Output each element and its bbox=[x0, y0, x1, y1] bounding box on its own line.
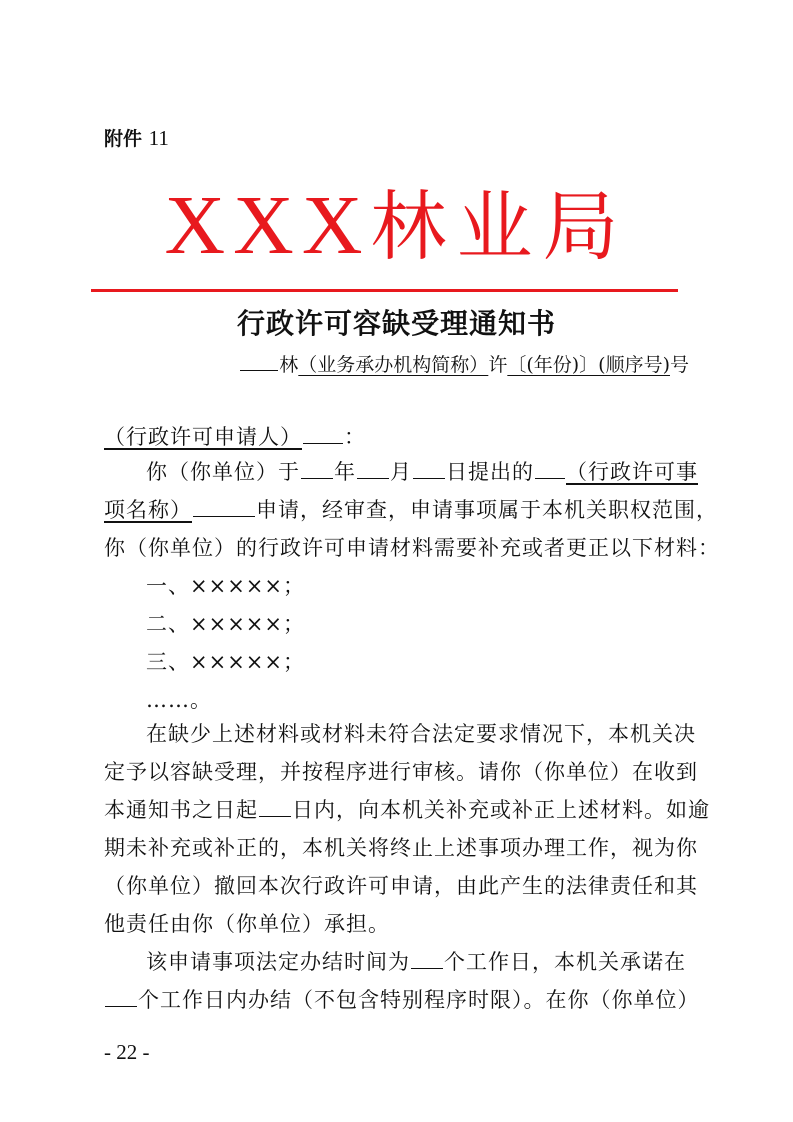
month-blank bbox=[357, 457, 389, 479]
year-label: 年 bbox=[334, 460, 356, 484]
item-name-blank bbox=[193, 495, 255, 517]
p1-text-a: 你（你单位）于 bbox=[146, 460, 300, 484]
attachment-number: 11 bbox=[148, 126, 169, 150]
doc-number-blank bbox=[240, 351, 278, 371]
addressee-blank bbox=[303, 422, 343, 444]
doc-number-suffix: 号 bbox=[669, 354, 689, 376]
body-line-2 bbox=[104, 494, 718, 524]
statutory-text-a: 该申请事项法定办结时间为 bbox=[146, 950, 410, 974]
deadline-text-a: 本通知书之日起 bbox=[104, 798, 258, 822]
day-blank bbox=[413, 457, 445, 479]
list-item: ……。 bbox=[146, 688, 212, 712]
addressee-colon: ： bbox=[344, 425, 366, 449]
month-label: 月 bbox=[390, 460, 412, 484]
page-number: - 22 - bbox=[104, 1040, 150, 1064]
statutory-text-b: 个工作日，本机关承诺在 bbox=[444, 950, 686, 974]
year-blank bbox=[301, 457, 333, 479]
document-title: 行政许可容缺受理通知书 bbox=[236, 307, 556, 340]
commit-days-blank bbox=[105, 985, 137, 1007]
item-name-part1: （行政许可事 bbox=[566, 460, 698, 484]
body-line-statutory bbox=[146, 946, 686, 976]
item-name-part2: 项名称） bbox=[104, 498, 192, 522]
doc-number-year-seq: 〔(年份)〕(顺序号) bbox=[507, 354, 670, 376]
agency-name: 林业局 bbox=[370, 182, 629, 271]
doc-number-agency-abbr: （业务承办机构简称） bbox=[298, 354, 489, 376]
document-number bbox=[239, 350, 689, 377]
deadline-text-b: 日内，向本机关补充或补正上述材料。如逾 bbox=[292, 798, 710, 822]
day-label: 日提出的 bbox=[446, 460, 534, 484]
statutory-days-blank bbox=[411, 947, 443, 969]
addressee-name: （行政许可申请人） bbox=[104, 425, 302, 449]
body-line-1 bbox=[146, 456, 698, 486]
list-item: 三、×××××； bbox=[146, 650, 305, 674]
body-line-commit bbox=[104, 984, 700, 1014]
body-line: 定予以容缺受理，并按程序进行审核。请你（你单位）在收到 bbox=[104, 760, 698, 784]
item-blank bbox=[535, 457, 565, 479]
body-line-3: 你（你单位）的行政许可申请材料需要补充或者更正以下材料： bbox=[104, 536, 720, 560]
days-blank bbox=[259, 795, 291, 817]
body-line: 期未补充或补正的，本机关将终止上述事项办理工作，视为你 bbox=[104, 836, 698, 860]
body-line: 他责任由你（你单位）承担。 bbox=[104, 912, 390, 936]
red-divider bbox=[91, 289, 678, 292]
doc-number-mid: 许 bbox=[488, 354, 508, 376]
attachment-label bbox=[104, 124, 169, 151]
agency-header bbox=[0, 176, 793, 277]
doc-number-prefix: 林 bbox=[279, 354, 299, 376]
p1-text-b: 申请，经审查，申请事项属于本机关职权范围， bbox=[256, 498, 718, 522]
attachment-word: 附件 bbox=[104, 128, 143, 150]
commit-text: 个工作日内办结（不包含特别程序时限）。在你（你单位） bbox=[138, 988, 700, 1012]
addressee-line bbox=[104, 421, 366, 451]
list-item: 一、×××××； bbox=[146, 574, 305, 598]
list-item: 二、×××××； bbox=[146, 612, 305, 636]
agency-prefix: XXX bbox=[164, 179, 371, 272]
body-line: 在缺少上述材料或材料未符合法定要求情况下，本机关决 bbox=[146, 722, 696, 746]
body-line-deadline bbox=[104, 794, 710, 824]
body-line: （你单位）撤回本次行政许可申请，由此产生的法律责任和其 bbox=[104, 874, 698, 898]
